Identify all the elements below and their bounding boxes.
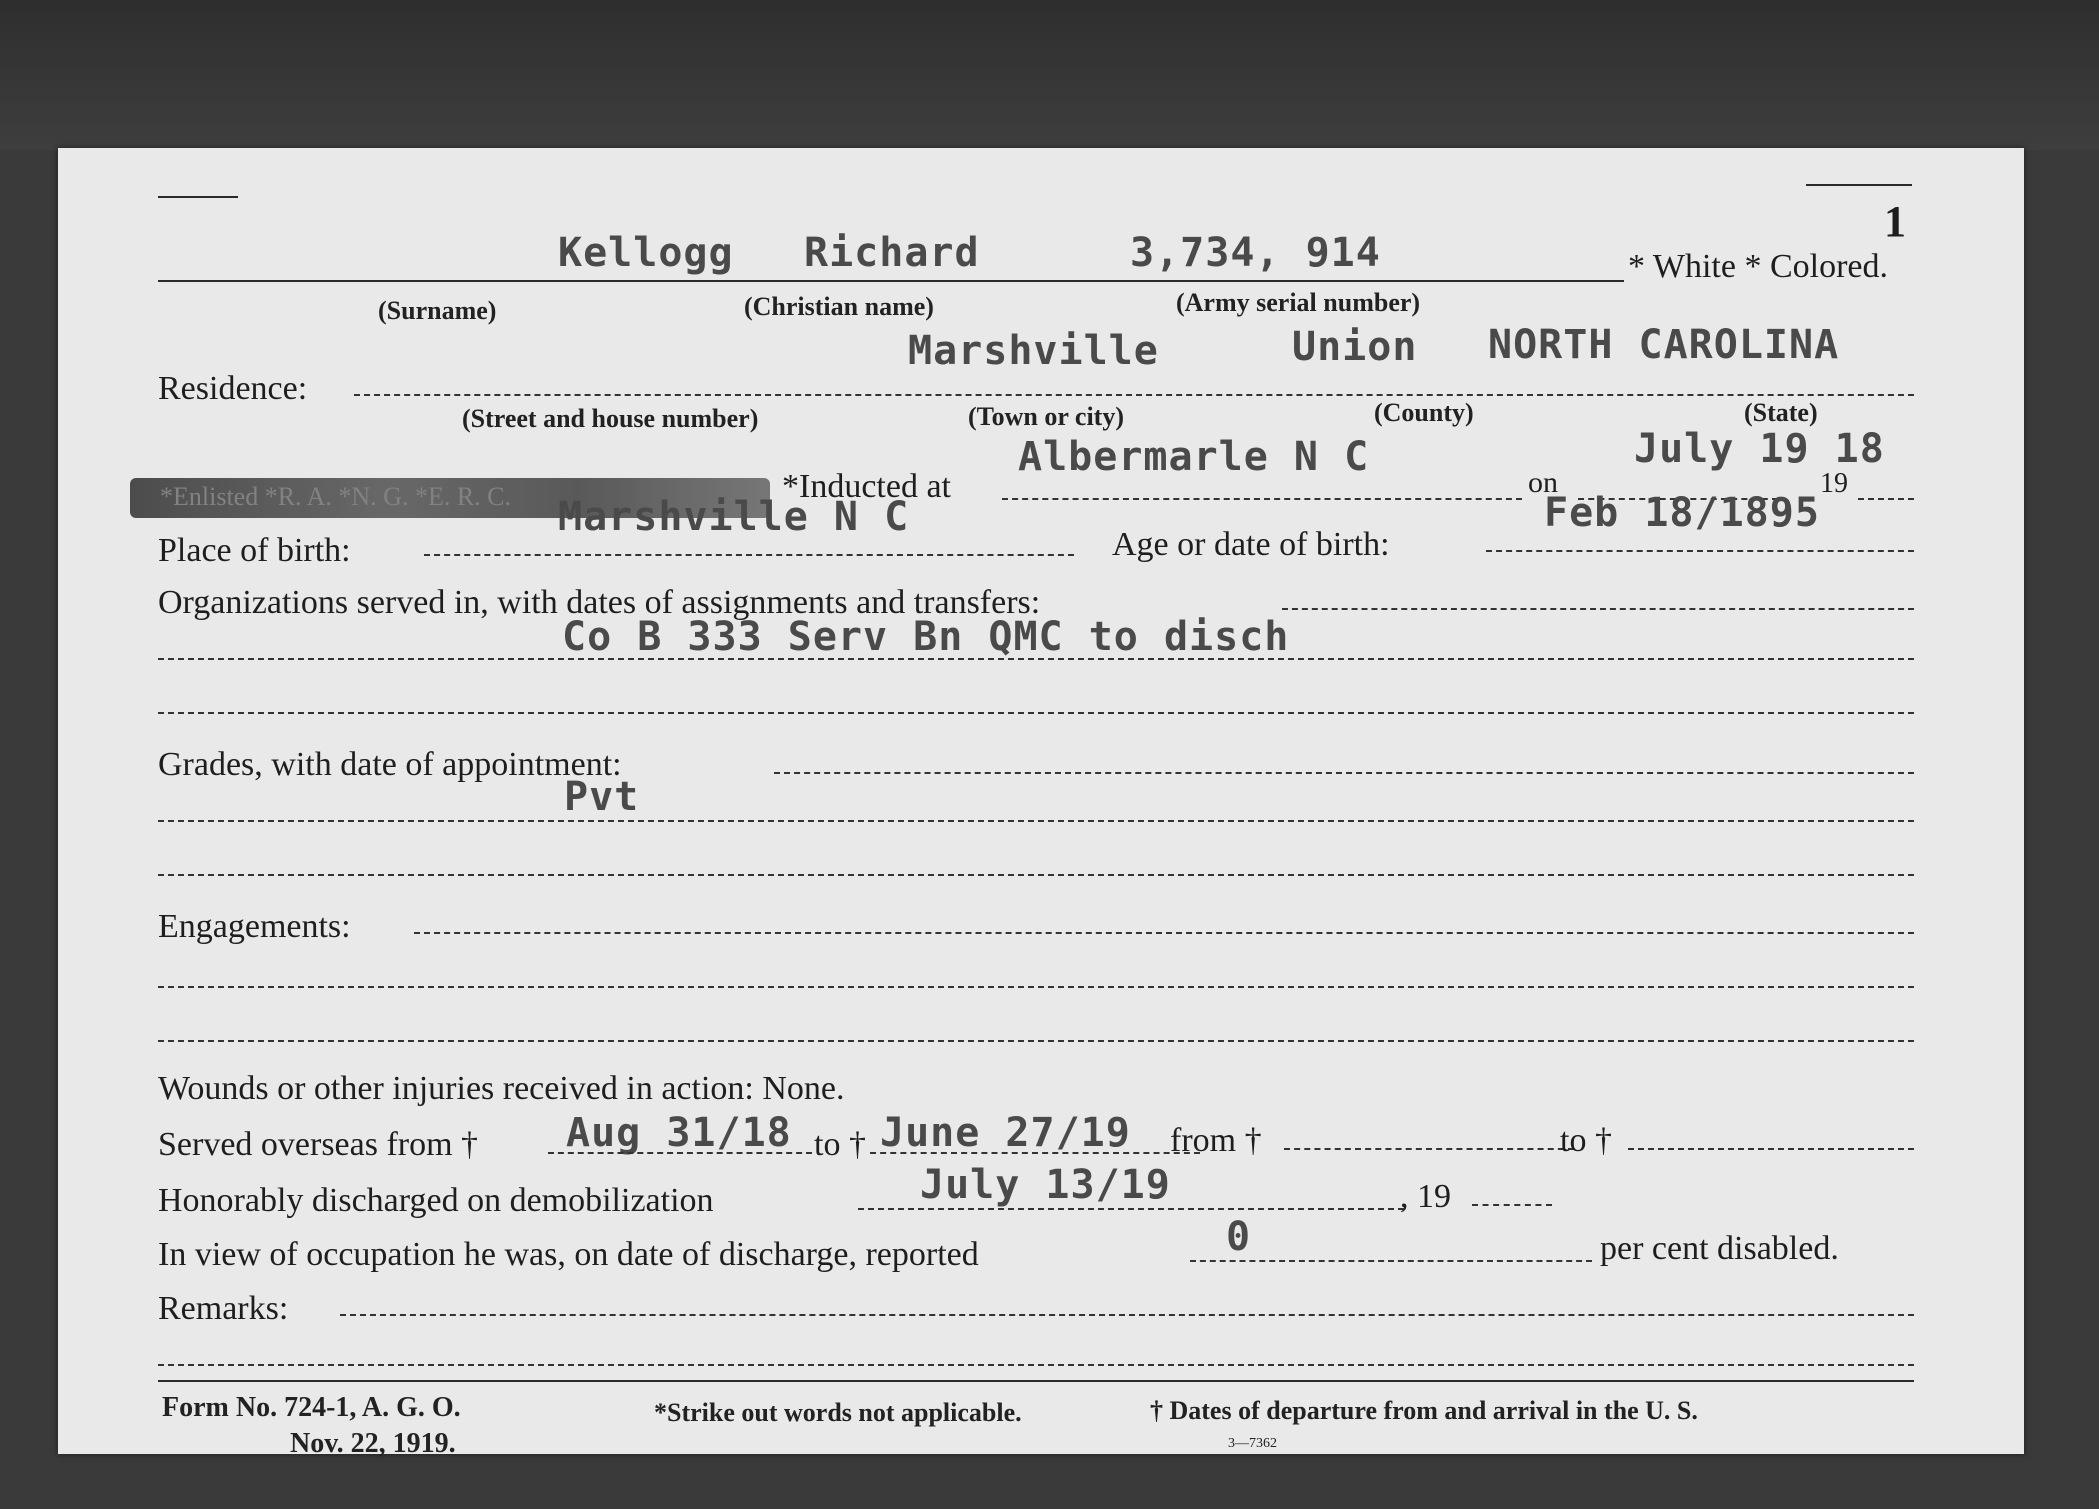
label-residence: Residence: bbox=[158, 370, 308, 407]
service-record-card bbox=[58, 148, 2024, 1459]
form-number: Form No. 724-1, A. G. O. bbox=[162, 1392, 461, 1423]
corner-mark-left bbox=[158, 196, 238, 198]
label-street: (Street and house number) bbox=[462, 404, 759, 433]
overseas-from-line bbox=[548, 1152, 812, 1154]
residence-town-value: Marshville bbox=[908, 328, 1159, 374]
race-options: * White * Colored. bbox=[1628, 248, 1888, 285]
card-number: 1 bbox=[1884, 197, 1906, 246]
overseas-to-2-line bbox=[1628, 1148, 1914, 1150]
place-of-birth-value: Marshville N C bbox=[558, 494, 910, 540]
label-discharged: Honorably discharged on demobilization bbox=[158, 1182, 714, 1219]
label-enlisted: *Enlisted *R. A. *N. G. *E. R. C. bbox=[160, 482, 512, 511]
dob-line bbox=[1486, 550, 1914, 552]
inducted-at-value: Albermarle N C bbox=[1018, 434, 1370, 480]
label-per-cent: per cent disabled. bbox=[1600, 1230, 1839, 1267]
organizations-line-1 bbox=[1282, 608, 1914, 610]
overseas-from-value: Aug 31/18 bbox=[566, 1110, 792, 1156]
footer-rule bbox=[158, 1380, 1914, 1382]
serial-number-value: 3,734, 914 bbox=[1130, 230, 1381, 276]
label-from-2: from † bbox=[1170, 1122, 1262, 1159]
overseas-to-value: June 27/19 bbox=[880, 1110, 1131, 1156]
year-line bbox=[1858, 498, 1914, 500]
organization-value: Co B 333 Serv Bn QMC to disch bbox=[562, 614, 1290, 660]
disability-percent-value: 0 bbox=[1226, 1214, 1252, 1260]
label-organizations: Organizations served in, with dates of assignments and transfers: bbox=[158, 584, 1041, 621]
christian-name-value: Richard bbox=[804, 230, 980, 276]
discharge-year-line bbox=[1472, 1204, 1552, 1206]
label-county: (County) bbox=[1374, 398, 1474, 427]
disability-line bbox=[1190, 1260, 1592, 1262]
overseas-from-2-line bbox=[1284, 1148, 1574, 1150]
organizations-line-3 bbox=[158, 712, 1914, 714]
label-occupation: In view of occupation he was, on date of discharge, reported bbox=[158, 1236, 979, 1273]
footnote-strike-out: *Strike out words not applicable. bbox=[654, 1398, 1022, 1427]
label-grades: Grades, with date of appointment: bbox=[158, 746, 622, 783]
remarks-line-1 bbox=[340, 1314, 1914, 1316]
label-to-1: to † bbox=[814, 1126, 866, 1163]
inducted-on-value: July 19 18 bbox=[1634, 426, 1885, 472]
residence-state-value: NORTH CAROLINA bbox=[1488, 322, 1840, 368]
footnote-dates: † Dates of departure from and arrival in the U. S. bbox=[1150, 1396, 1698, 1425]
print-code: 3—7362 bbox=[1228, 1436, 1277, 1451]
background-top bbox=[0, 0, 2099, 150]
label-inducted-at: *Inducted at bbox=[782, 468, 951, 505]
engagements-line-3 bbox=[158, 1040, 1914, 1042]
surname-value: Kellogg bbox=[558, 230, 734, 276]
date-of-birth-value: Feb 18/1895 bbox=[1544, 490, 1820, 536]
form-date: Nov. 22, 1919. bbox=[290, 1428, 456, 1459]
label-remarks: Remarks: bbox=[158, 1290, 289, 1327]
discharge-line bbox=[858, 1208, 1404, 1210]
label-town: (Town or city) bbox=[968, 402, 1124, 431]
label-discharge-year: , 19 bbox=[1400, 1178, 1451, 1215]
label-served-overseas: Served overseas from † bbox=[158, 1126, 479, 1163]
label-serial: (Army serial number) bbox=[1176, 288, 1421, 317]
discharge-date-value: July 13/19 bbox=[920, 1162, 1171, 1208]
label-engagements: Engagements: bbox=[158, 908, 351, 945]
inducted-at-line bbox=[1002, 498, 1522, 500]
label-to-2: to † bbox=[1560, 1122, 1612, 1159]
label-age-dob: Age or date of birth: bbox=[1112, 526, 1390, 563]
label-state: (State) bbox=[1744, 398, 1818, 427]
label-year-prefix: 19 bbox=[1820, 468, 1848, 499]
engagements-line-1 bbox=[414, 932, 1914, 934]
name-line bbox=[158, 280, 1624, 282]
label-christian-name: (Christian name) bbox=[744, 292, 934, 321]
grades-line-3 bbox=[158, 874, 1914, 876]
grade-value: Pvt bbox=[564, 774, 640, 820]
engagements-line-2 bbox=[158, 986, 1914, 988]
organizations-line-2 bbox=[158, 658, 1914, 660]
label-on: on bbox=[1528, 466, 1558, 499]
label-surname: (Surname) bbox=[378, 296, 497, 325]
label-wounds: Wounds or other injuries received in action: None. bbox=[158, 1070, 845, 1107]
label-place-of-birth: Place of birth: bbox=[158, 532, 351, 569]
residence-line bbox=[354, 394, 1914, 396]
place-of-birth-line bbox=[424, 554, 1074, 556]
grades-line-1 bbox=[774, 772, 1914, 774]
overseas-to-line bbox=[870, 1152, 1200, 1154]
remarks-line-2 bbox=[158, 1364, 1914, 1366]
grades-line-2 bbox=[158, 820, 1914, 822]
corner-mark-right bbox=[1806, 184, 1912, 186]
residence-county-value: Union bbox=[1292, 324, 1418, 370]
